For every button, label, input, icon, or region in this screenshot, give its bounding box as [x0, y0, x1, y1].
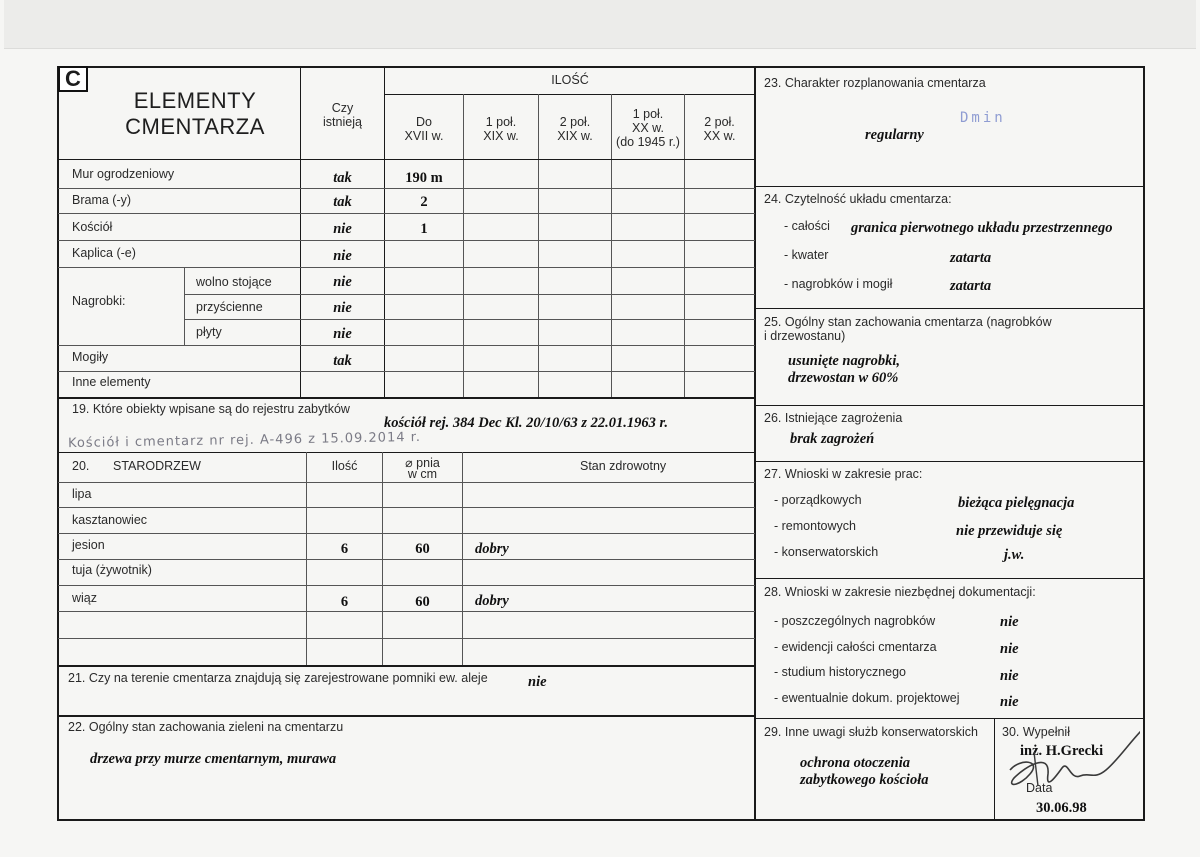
q23-answer: regularny — [865, 127, 924, 143]
q27-item-label: - porządkowych — [774, 493, 862, 507]
row-exists-kaplica: nie — [333, 248, 352, 264]
row-label-kosciol: Kościół — [72, 220, 113, 234]
q24-item-label: - całości — [784, 219, 830, 233]
row-qty-brama: 2 — [420, 194, 428, 210]
q20-col-diam-l2: w cm — [407, 467, 438, 481]
q23-label: 23. Charakter rozplanowania cmentarza — [764, 76, 986, 90]
header-period-1-l1: Do — [416, 115, 432, 129]
header-period-3-l2: XIX w. — [557, 129, 593, 143]
q27-item-value: nie przewiduje się — [956, 523, 1063, 539]
grid-h-row3 — [58, 240, 755, 241]
row-label-wolno: wolno stojące — [196, 275, 272, 289]
header-period-2-l1: 1 poł. — [485, 115, 517, 129]
q25-answer-l1: usunięte nagrobki, — [788, 353, 900, 369]
q28-item-value: nie — [1000, 641, 1019, 657]
row-label-mur: Mur ogrodzeniowy — [72, 167, 175, 181]
row-exists-mogily: tak — [333, 353, 352, 369]
q28-item-value: nie — [1000, 614, 1019, 630]
q23-stamp: Dmin — [960, 110, 1006, 126]
grid-h-row5 — [184, 294, 755, 295]
grid-h-q24 — [755, 186, 1144, 187]
tree-name: kasztanowiec — [72, 513, 148, 527]
row-label-mogily: Mogiły — [72, 350, 109, 364]
row-exists-przyscienne: nie — [333, 300, 352, 316]
grid-h-row4 — [58, 267, 755, 268]
q26-label: 26. Istniejące zagrożenia — [764, 411, 903, 425]
q25-label-l1: 25. Ogólny stan zachowania cmentarza (nagrobków — [764, 315, 1052, 329]
row-exists-wolno: nie — [333, 274, 352, 290]
section-letter-box: C — [58, 66, 88, 92]
grid-h-q28 — [755, 578, 1144, 579]
q24-item-label: - kwater — [784, 248, 829, 262]
q20-col-diam-l1: ⌀ pnia — [405, 456, 440, 470]
header-quantity: ILOŚĆ — [551, 73, 589, 87]
tree-name: tuja (żywotnik) — [72, 563, 152, 577]
grid-h-tree5 — [58, 585, 755, 586]
row-exists-plyty: nie — [333, 326, 352, 342]
grid-h-row6 — [184, 319, 755, 320]
grid-h-q25 — [755, 308, 1144, 309]
scan-top-margin — [4, 0, 1196, 49]
grid-h-tree6 — [58, 611, 755, 612]
q28-item-label: - studium historycznego — [774, 665, 907, 679]
frame-top — [57, 66, 1145, 68]
grid-h-q20 — [58, 452, 755, 453]
row-exists-mur: tak — [333, 170, 352, 186]
frame-bottom — [57, 819, 1145, 821]
header-period-2-l2: XIX w. — [483, 129, 519, 143]
q24-label: 24. Czytelność układu cmentarza: — [764, 192, 952, 206]
tree-count: 6 — [340, 594, 349, 610]
q20-col-health: Stan zdrowotny — [580, 459, 667, 473]
grid-v-nagrobki — [184, 267, 185, 345]
q20-title: STARODRZEW — [113, 459, 201, 473]
header-period-5-l2: XX w. — [703, 129, 736, 143]
frame-left — [57, 66, 59, 821]
grid-h-row8 — [58, 371, 755, 372]
tree-diam: 60 — [415, 541, 430, 557]
q27-item-value: j.w. — [1004, 547, 1025, 563]
header-period-3-l1: 2 poł. — [559, 115, 591, 129]
q27-label: 27. Wnioski w zakresie prac: — [764, 467, 923, 481]
tree-name: wiąz — [72, 591, 98, 605]
q30-date: 30.06.98 — [1036, 800, 1087, 816]
grid-h-q19 — [58, 397, 755, 399]
q20-number: 20. — [72, 459, 90, 473]
tree-diam: 60 — [415, 594, 430, 610]
q22-label: 22. Ogólny stan zachowania zieleni na cmentarzu — [68, 720, 344, 734]
q28-item-label: - poszczególnych nagrobków — [774, 614, 936, 628]
tree-health: dobry — [475, 541, 509, 557]
grid-h-row1 — [58, 188, 755, 189]
row-label-przyscienne: przyścienne — [196, 300, 263, 314]
q28-item-value: nie — [1000, 694, 1019, 710]
row-label-inne: Inne elementy — [72, 375, 151, 389]
grid-h-tree2 — [58, 507, 755, 508]
header-period-4-l2: XX w. — [632, 121, 664, 135]
grid-h-row2 — [58, 213, 755, 214]
q19-label: 19. Które obiekty wpisane są do rejestru zabytków — [72, 402, 350, 416]
row-label-nagrobki: Nagrobki: — [72, 294, 126, 308]
q20-col-count: Ilość — [331, 459, 358, 473]
q27-item-value: bieżąca pielęgnacja — [958, 495, 1075, 511]
section-title-line1: ELEMENTY — [133, 88, 257, 113]
q28-item-label: - ewidencji całości cmentarza — [774, 640, 937, 654]
section-title-line2: CMENTARZA — [125, 114, 265, 139]
row-exists-kosciol: nie — [333, 221, 352, 237]
q24-item-label: - nagrobków i mogił — [784, 277, 893, 291]
q21-label: 21. Czy na terenie cmentarza znajdują się zarejestrowane pomniki ew. aleje — [68, 671, 488, 685]
header-period-4-l1: 1 poł. — [632, 107, 664, 121]
q30-name: inż. H.Grecki — [1020, 743, 1104, 759]
q22-answer: drzewa przy murze cmentarnym, murawa — [90, 751, 337, 767]
q30-label: 30. Wypełnił — [1002, 725, 1070, 739]
q24-item-value: zatarta — [950, 278, 992, 294]
frame-right — [1143, 66, 1145, 821]
grid-h-tree4 — [58, 559, 755, 560]
row-label-brama: Brama (-y) — [72, 193, 132, 207]
grid-h-row7 — [58, 345, 755, 346]
header-period-5-l1: 2 poł. — [704, 115, 735, 129]
q27-item-label: - konserwatorskich — [774, 545, 879, 559]
q19-pencil-note: Kościół i cmentarz nr rej. A-496 z 15.09.2014 r. — [67, 429, 422, 452]
q24-item-value: granica pierwotnego układu przestrzennego — [851, 220, 1113, 236]
grid-h-tree3 — [58, 533, 755, 534]
signature-scribble — [990, 722, 1140, 802]
q30-date-label: Data — [1026, 781, 1053, 795]
tree-health: dobry — [475, 593, 509, 609]
q28-item-label: - ewentualnie dokum. projektowej — [774, 691, 960, 705]
q28-item-value: nie — [1000, 668, 1019, 684]
q24-item-value: zatarta — [950, 250, 992, 266]
grid-h-tree1 — [58, 482, 755, 483]
column-divider — [754, 66, 756, 821]
q25-label-l2: i drzewostanu) — [764, 329, 846, 343]
row-label-kaplica: Kaplica (-e) — [72, 246, 136, 260]
row-exists-brama: tak — [333, 194, 352, 210]
header-period-4-l3: (do 1945 r.) — [616, 135, 680, 149]
q27-item-label: - remontowych — [774, 519, 856, 533]
q29-answer-l1: ochrona otoczenia — [800, 755, 910, 771]
header-period-1-l2: XVII w. — [404, 129, 444, 143]
tree-name: jesion — [72, 538, 105, 552]
q25-answer-l2: drzewostan w 60% — [788, 370, 899, 386]
grid-h-tree7 — [58, 638, 755, 639]
grid-h-q22 — [58, 715, 755, 717]
grid-h-q29 — [755, 718, 1144, 719]
q28-label: 28. Wnioski w zakresie niezbędnej dokumentacji: — [764, 585, 1036, 599]
tree-count: 6 — [340, 541, 349, 557]
grid-h-q26 — [755, 405, 1144, 406]
header-exists-line1: Czy — [331, 101, 354, 115]
header-exists-line2: istnieją — [323, 115, 362, 129]
row-label-plyty: płyty — [196, 325, 222, 339]
grid-h-ilosc — [385, 94, 755, 95]
q26-answer: brak zagrożeń — [790, 431, 875, 447]
q19-answer: kościół rej. 384 Dec Kl. 20/10/63 z 22.01.1963 r. — [384, 415, 668, 431]
q29-answer-l2: zabytkowego kościoła — [800, 772, 929, 788]
grid-h-header — [58, 159, 755, 160]
q29-label: 29. Inne uwagi służb konserwatorskich — [764, 725, 979, 739]
row-qty-kosciol: 1 — [420, 221, 428, 237]
tree-name: lipa — [72, 487, 92, 501]
row-qty-mur: 190 m — [405, 170, 443, 186]
grid-h-q21 — [58, 665, 755, 667]
grid-h-q27 — [755, 461, 1144, 462]
q21-answer: nie — [528, 674, 547, 690]
